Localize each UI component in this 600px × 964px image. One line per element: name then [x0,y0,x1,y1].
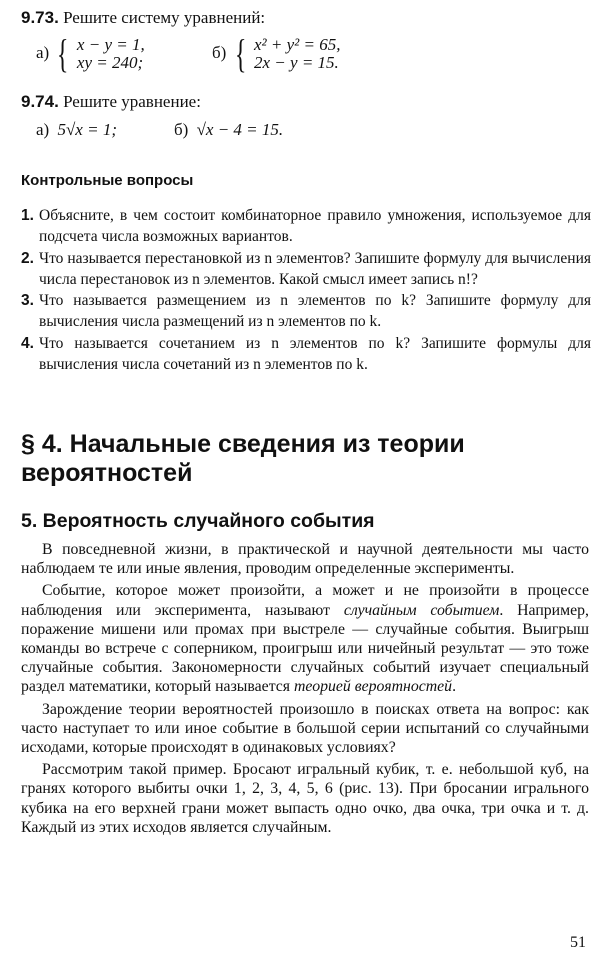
item-number: 3. [21,292,34,310]
system-b [254,36,340,72]
list-item [21,205,591,248]
text-run: . Например, поражение мишени или промах при выстреле — случайные события. Выигрыш команды во встрече с соперником, проигрыш или ничейный результат — это тоже случайные события. Закономерности случайных событий изучает специальный раздел математики, который называется [21,601,589,696]
exercise-title: Решите уравнение: [63,92,201,111]
exercise-9-73-part-a [36,31,145,76]
list-item [21,290,591,333]
exercise-number: 9.73. [21,8,59,27]
exercise-9-73 [21,8,265,28]
list-item [21,248,591,291]
control-questions-heading: Контрольные вопросы [21,172,194,189]
page-number: 51 [570,934,586,951]
exercise-9-74-part-a [36,120,117,140]
equation: 2x − y = 15. [254,53,339,72]
part-b-label: б) [174,120,189,139]
exercise-9-74-part-b [174,120,283,140]
text-run: . [452,678,457,696]
equation: √x − 4 = 15. [196,120,284,139]
equation: x² + y² = 65, [254,35,341,54]
system-a [77,36,145,72]
control-questions-list [21,205,591,375]
paragraph: Зарождение теории вероятностей произошло в поисках ответа на вопрос: как часто наступает то или иное событие в большой серии испытаний со случайными исходами, которые происходят в одинаковых условиях? [21,700,589,757]
emphasis: теорией вероятностей [294,678,453,696]
part-a-label: а) [36,42,50,62]
item-number: 4. [21,334,34,352]
exercise-9-74 [21,92,201,112]
system-brace-icon: { [57,31,69,76]
section-title: § 4. Начальные сведения из теории вероятностей [21,430,465,487]
item-text: Объясните, в чем состоит комбинаторное правило умножения, используемое для подсчета числа возможных вариантов. [39,207,591,246]
paragraph: Рассмотрим такой пример. Бросают игральный кубик, т. е. небольшой куб, на гранях которого выбиты очки 1, 2, 3, 4, 5, 6 (рис. 13). При бросании игрального кубика на его верхней грани может выпасть одно очко, два очка, три очка и т. д. Каждый из этих исходов является случайным. [21,761,589,836]
exercise-number: 9.74. [21,92,59,111]
list-item [21,333,591,376]
paragraph: В повседневной жизни, в практической и научной деятельности мы часто наблюдаем те или иные явления, проводим определенные эксперименты. [21,541,589,578]
text-run: Событие, которое может произойти, а может и не произойти в процессе наблюдения или эксперимента, называют [21,582,589,619]
equation: xy = 240; [76,53,144,72]
paragraph [21,581,589,696]
body-text [21,540,589,840]
part-b-label: б) [212,42,227,62]
equation: 5√x = 1; [57,120,117,139]
part-a-label: а) [36,120,50,139]
subsection-title: 5. Вероятность случайного события [21,510,375,532]
item-text: Что называется размещением из n элементов по k? Запишите формулу для вычисления числа размещений из n элементов по k. [39,292,591,331]
item-text: Что называется перестановкой из n элементов? Запишите формулу для вычисления числа перестановок из n элементов. Какой смысл имеет запись n!? [39,249,591,288]
equation: x − y = 1, [76,35,145,54]
exercise-9-73-part-b [212,31,341,76]
item-text: Что называется сочетанием из n элементов по k? Запишите формулы для вычисления числа сочетаний из n элементов по k. [39,334,591,374]
item-number: 2. [21,249,34,267]
item-number: 1. [21,207,34,224]
emphasis: случайным событием [343,601,500,619]
exercise-title: Решите систему уравнений: [63,8,266,27]
system-brace-icon: { [234,31,246,76]
